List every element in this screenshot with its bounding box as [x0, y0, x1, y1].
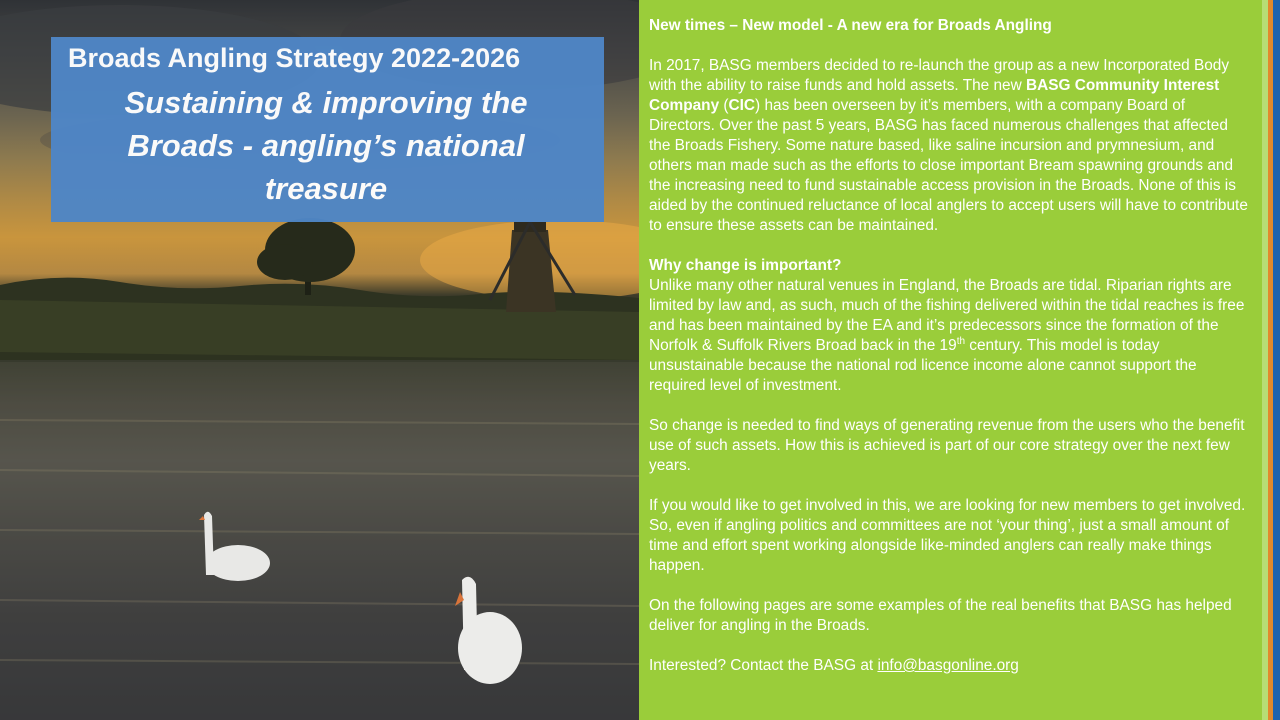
text-span: ( [719, 97, 729, 114]
hero-photo [0, 0, 639, 720]
body-text [649, 16, 1249, 696]
text-bold: CIC [728, 97, 756, 114]
text-span: Unlike many other natural venues in England, the Broads are tidal. Riparian rights are limited by law and, as such, much of the fishing delivered within the tidal reaches is free and has been maintained by the EA and it’s predecessors since the formation of the Norfolk & Suffolk Rivers Broad back in the 19 [649, 277, 1245, 354]
contact-email-link[interactable]: info@basgonline.org [877, 657, 1019, 674]
contact-line [649, 656, 1249, 676]
section-heading-why-change: Why change is important? [649, 257, 842, 274]
accent-stripe-blue [1273, 0, 1280, 720]
paragraph-tidal [649, 276, 1249, 396]
paragraph-cic [649, 56, 1249, 236]
text-superscript: th [956, 335, 966, 347]
paragraph-get-involved: If you would like to get involved in this, we are looking for new members to get involved. So, even if angling politics and committees are not ‘your thing’, just a small amount of time and effort spent working alongside like-minded anglers can really make things happen. [649, 497, 1246, 574]
page-title: Broads Angling Strategy 2022-2026 [68, 43, 521, 73]
text-span: In 2017, BASG members decided to re-launch the group as a new Incorporated Body with the ability to raise funds and hold assets. The new [649, 57, 1230, 94]
title-box [51, 37, 604, 222]
text-span: century. This model is today unsustainable because the national rod licence income alone cannot support the required level of investment. [649, 337, 1197, 394]
text-span: Interested? Contact the BASG at [649, 657, 878, 674]
section-heading-new-era: New times – New model - A new era for Broads Angling [649, 17, 1052, 34]
page-subtitle: Sustaining & improving the Broads - angling’s national treasure [124, 85, 528, 206]
tree-icon [257, 218, 355, 295]
text-bold: BASG Community Interest Company [649, 77, 1220, 114]
paragraph-revenue: So change is needed to find ways of generating revenue from the users who the benefit use of such assets. How this is achieved is part of our core strategy over the next few years. [649, 417, 1245, 474]
text-span: ) has been overseen by it’s members, with a company Board of Directors. Over the past 5 years, BASG has faced numerous challenges that affected the Broads Fishery. Some nature based, like saline incursion and prymnesium, and others man made such as the efforts to close important Bream spawning grounds and the increasing need to fund sustainable access provision in the Broads. None of this is aided by the continued reluctance of local anglers to accept users will have to contribute to ensure these assets can be maintained. [649, 97, 1248, 234]
paragraph-benefits: On the following pages are some examples of the real benefits that BASG has helped deliver for angling in the Broads. [649, 597, 1232, 634]
